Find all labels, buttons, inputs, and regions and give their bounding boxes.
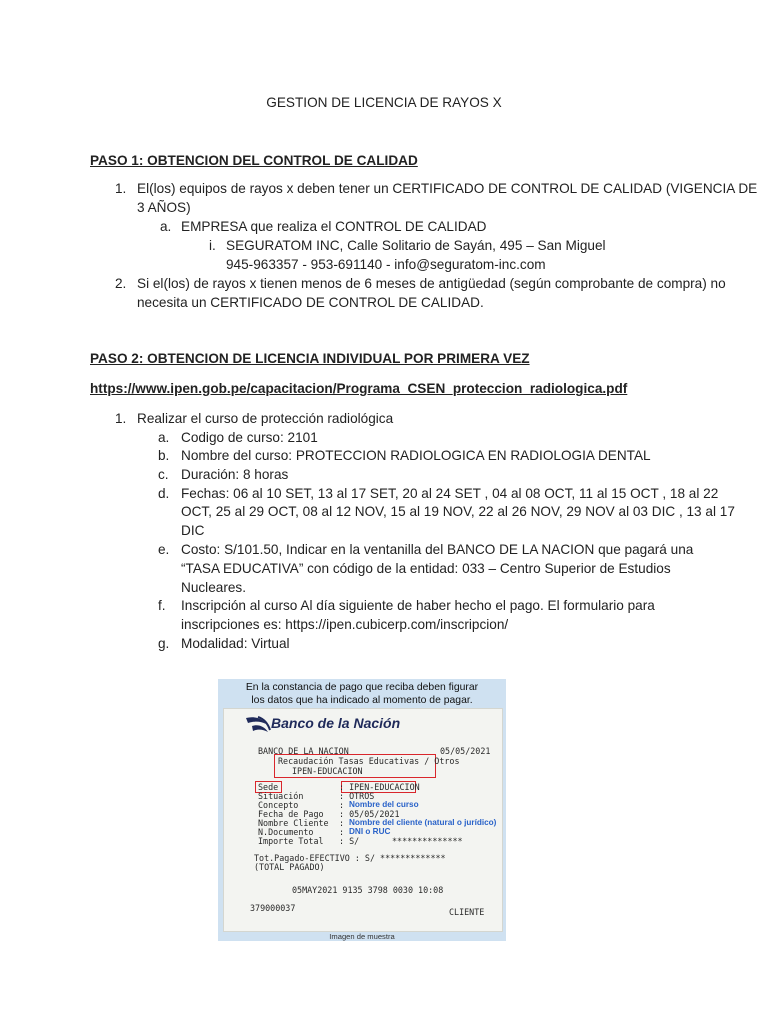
receipt-note-documento: DNI o RUC xyxy=(349,827,391,836)
receipt-importe-stars: ************** xyxy=(392,836,463,846)
paso2-e-letter: e. xyxy=(158,542,170,557)
document-title: GESTION DE LICENCIA DE RAYOS X xyxy=(266,95,502,110)
paso2-e-line2: “TASA EDUCATIVA” con código de la entidad: 033 – Centro Superior de Estudios xyxy=(181,561,671,576)
figure-caption-top xyxy=(218,682,506,707)
receipt-value-fecha: : 05/05/2021 xyxy=(339,809,400,819)
paso2-d-line1: Fechas: 06 al 10 SET, 13 al 17 SET, 20 al 24 SET , 04 al 08 OCT, 11 al 15 OCT , 18 al 22 xyxy=(181,486,719,501)
receipt-label-documento: N.Documento xyxy=(258,827,314,837)
paso2-f-letter: f. xyxy=(158,598,166,613)
receipt-value-importe: : S/ xyxy=(339,836,360,846)
receipt-label-concepto: Concepto xyxy=(258,800,299,810)
receipt-bank-header: BANCO DE LA NACION xyxy=(258,746,349,756)
paso2-a-letter: a. xyxy=(158,430,170,445)
receipt-label-fecha: Fecha de Pago xyxy=(258,809,324,819)
figure-caption-bottom: Imagen de muestra xyxy=(329,932,395,941)
paso2-c-text: Duración: 8 horas xyxy=(181,467,289,482)
paso2-f-line1: Inscripción al curso Al día siguiente de haber hecho el pago. El formulario para xyxy=(181,598,655,613)
bank-name: Banco de la Nación xyxy=(271,715,401,731)
paso2-g-text: Modalidad: Virtual xyxy=(181,636,290,651)
receipt-total-line1: Tot.Pagado-EFECTIVO : S/ ************* xyxy=(254,853,446,863)
receipt-label-cliente: Nombre Cliente xyxy=(258,818,329,828)
paso1-heading: PASO 1: OBTENCION DEL CONTROL DE CALIDAD xyxy=(90,153,418,168)
receipt-note-cliente: Nombre del cliente (natural o jurídico) xyxy=(349,818,497,827)
figure-caption-top-line2: los datos que ha indicado al momento de pagar. xyxy=(251,694,473,706)
receipt-value-sede: : IPEN-EDUCACION xyxy=(339,782,420,792)
bank-logo-icon xyxy=(244,714,274,736)
paso1-sub-i-line1: SEGURATOM INC, Calle Solitario de Sayán, 495 – San Miguel xyxy=(226,238,606,253)
paso2-e-line3: Nucleares. xyxy=(181,580,246,595)
paso2-e-line1: Costo: S/101.50, Indicar en la ventanilla del BANCO DE LA NACION que pagará una xyxy=(181,542,694,557)
paso2-item1-text: Realizar el curso de protección radiológica xyxy=(137,411,394,426)
paso2-d-letter: d. xyxy=(158,486,170,501)
paso1-sub-i-line2: 945-963357 - 953-691140 - info@seguratom-inc.com xyxy=(226,257,546,272)
paso2-item1-number: 1. xyxy=(115,411,127,426)
receipt-label-importe: Importe Total xyxy=(258,836,324,846)
receipt-value-situacion: : OTROS xyxy=(339,791,375,801)
paso2-b-text: Nombre del curso: PROTECCION RADIOLOGICA EN RADIOLOGIA DENTAL xyxy=(181,448,651,463)
receipt-paper xyxy=(223,708,503,932)
receipt-value-documento: : xyxy=(339,827,345,837)
paso2-heading: PASO 2: OBTENCION DE LICENCIA INDIVIDUAL POR PRIMERA VEZ xyxy=(90,351,530,366)
payment-receipt-figure xyxy=(218,679,506,941)
receipt-recaudacion-line1: Recaudación Tasas Educativas / Otros xyxy=(278,756,460,766)
paso2-a-text: Codigo de curso: 2101 xyxy=(181,430,318,445)
receipt-cliente-label: CLIENTE xyxy=(449,907,485,917)
receipt-recaudacion-line2: IPEN-EDUCACION xyxy=(292,766,363,776)
receipt-total-line2: (TOTAL PAGADO) xyxy=(254,862,325,872)
paso2-g-letter: g. xyxy=(158,636,170,651)
paso1-sub-i-number: i. xyxy=(209,238,216,253)
receipt-note-concepto: Nombre del curso xyxy=(349,800,419,809)
paso1-item1-number: 1. xyxy=(115,181,127,196)
paso2-f-line2: inscripciones es: https://ipen.cubicerp.com/inscripcion/ xyxy=(181,617,509,632)
receipt-label-sede: Sede xyxy=(258,782,279,792)
receipt-value-concepto: : xyxy=(339,800,345,810)
paso1-item2-line2: necesita un CERTIFICADO DE CONTROL DE CALIDAD. xyxy=(137,295,484,310)
receipt-date: 05/05/2021 xyxy=(440,746,491,756)
paso1-sub-a-letter: a. xyxy=(160,219,172,234)
receipt-value-cliente: : xyxy=(339,818,345,828)
paso2-d-line2: OCT, 25 al 29 OCT, 08 al 12 NOV, 15 al 19 NOV, 22 al 26 NOV, 29 NOV al 03 DIC , 13 al 17 xyxy=(181,504,735,519)
receipt-bottom-codes: 05MAY2021 9135 3798 0030 10:08 xyxy=(292,885,444,895)
paso1-item2-line1: Si el(los) de rayos x tienen menos de 6 meses de antigüedad (según comprobante de compra) no xyxy=(137,276,726,291)
paso2-d-line3: DIC xyxy=(181,523,205,538)
paso1-sub-a-text: EMPRESA que realiza el CONTROL DE CALIDAD xyxy=(181,219,487,234)
paso1-item2-number: 2. xyxy=(115,276,127,291)
receipt-ref-number: 379000037 xyxy=(250,903,296,913)
paso1-item1-line1: El(los) equipos de rayos x deben tener un CERTIFICADO DE CONTROL DE CALIDAD (VIGENCIA DE xyxy=(137,181,758,196)
paso2-b-letter: b. xyxy=(158,448,170,463)
paso2-url-link[interactable]: https://www.ipen.gob.pe/capacitacion/Programa_CSEN_proteccion_radiologica.pdf xyxy=(90,381,628,396)
figure-caption-top-line1: En la constancia de pago que reciba deben figurar xyxy=(245,682,479,693)
paso2-c-letter: c. xyxy=(158,467,169,482)
paso1-item1-line2: 3 AÑOS) xyxy=(137,200,191,215)
receipt-label-situacion: Situación xyxy=(258,791,304,801)
